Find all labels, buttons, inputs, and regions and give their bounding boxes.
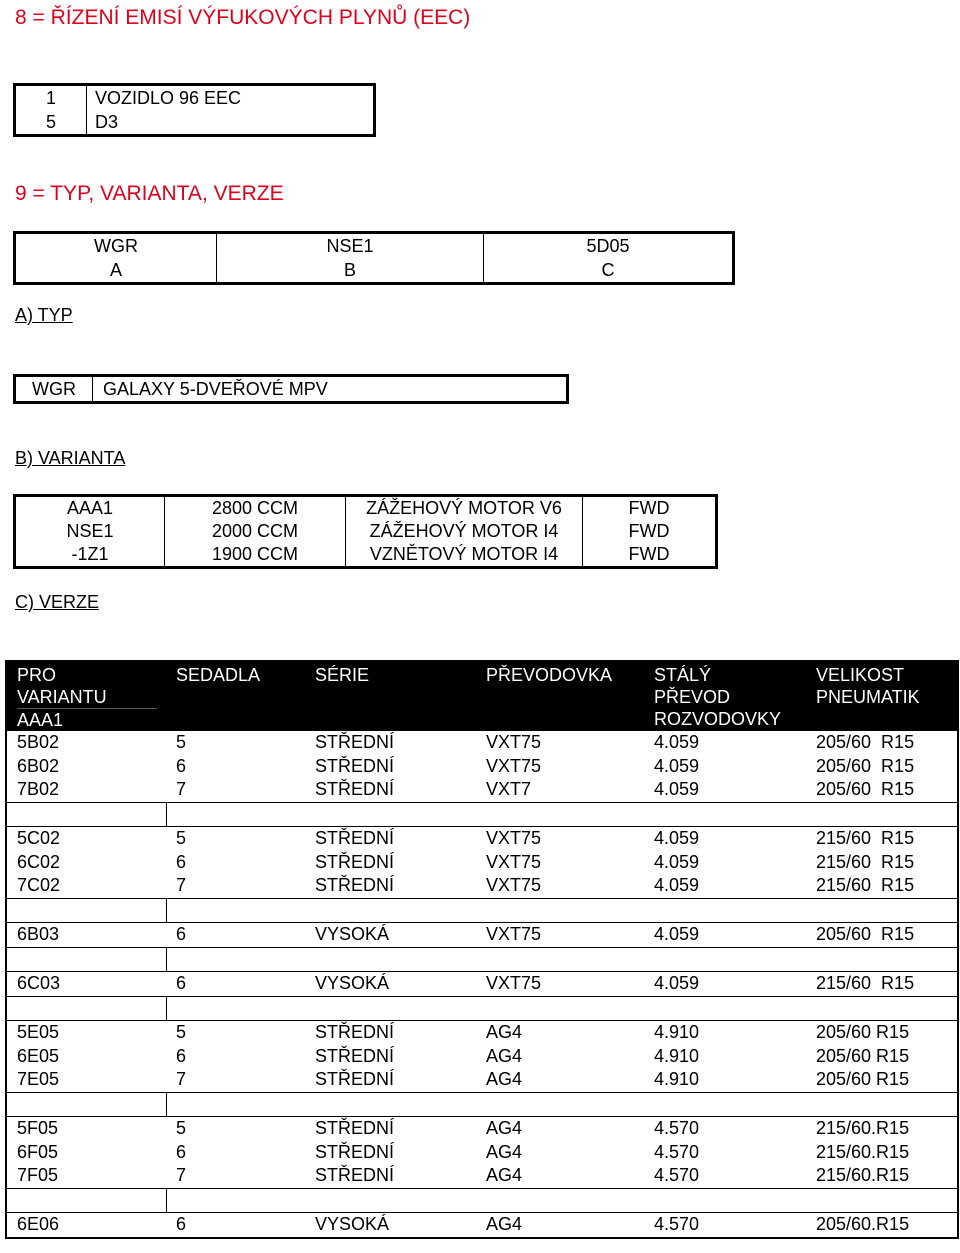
spacer-cell (6, 947, 166, 972)
gearbox-cell: AG4 (486, 1165, 523, 1186)
version-code-cell: 5C02 (17, 828, 61, 849)
table-row (6, 731, 958, 755)
spacer-cell (476, 1188, 644, 1213)
version-code-cell: 7C02 (17, 875, 61, 896)
tyre-size-cell: 205/60 R15 (816, 779, 915, 800)
variant-code-cell: -1Z1 (71, 544, 109, 564)
section-a-heading: A) TYP (15, 305, 73, 325)
tyre-size-cell: 215/60 R15 (816, 851, 915, 872)
spacer-cell (305, 802, 476, 827)
version-code-cell: 5E05 (17, 1022, 60, 1043)
final-drive-cell: 4.059 (654, 779, 700, 800)
series-cell: STŘEDNÍ (315, 1045, 395, 1066)
version-code-cell: 6E06 (17, 1214, 60, 1235)
spacer-cell (166, 947, 305, 972)
variant-code-cell: NSE1 (66, 521, 114, 541)
spacer-cell (6, 802, 166, 827)
table-row (6, 1117, 958, 1141)
spacer-row (6, 1188, 958, 1213)
header-variant-line3: AAA1 (17, 710, 64, 730)
header-variant-line1: PRO (17, 665, 57, 685)
spacer-cell (6, 1188, 166, 1213)
section-c-heading: C) VERZE (15, 592, 100, 612)
table-row (15, 110, 375, 136)
engine-capacity-cell: 2800 CCM (165, 496, 346, 521)
seats-cell: 6 (176, 973, 187, 994)
series-cell: STŘEDNÍ (315, 779, 395, 800)
final-drive-cell: 4.910 (654, 1045, 700, 1066)
series-cell: STŘEDNÍ (315, 1165, 395, 1186)
tyre-size-cell: 205/60 R15 (816, 924, 915, 945)
spacer-cell (6, 1092, 166, 1117)
version-code-cell: 6E05 (17, 1045, 60, 1066)
engine-capacity-cell: 2000 CCM (165, 520, 346, 543)
version-code-cell: 6B02 (17, 755, 60, 776)
table-row (6, 827, 958, 851)
table-row (15, 233, 734, 259)
final-drive-cell: 4.059 (654, 828, 700, 849)
version-code-cell: 5D05 (484, 233, 734, 259)
table-row (15, 496, 717, 521)
seats-cell: 7 (176, 779, 187, 800)
gearbox-cell: VXT75 (486, 851, 542, 872)
type-code-cell: WGR (94, 235, 138, 256)
gearbox-cell: VXT75 (486, 973, 542, 994)
header-final-drive-line3: ROZVODOVKY (654, 709, 782, 729)
vehicle-code-cell: 1 (15, 85, 87, 111)
seats-cell: 6 (176, 1141, 187, 1162)
spacer-cell (6, 898, 166, 923)
version-header-row (6, 661, 958, 731)
spacer-cell (305, 1188, 476, 1213)
engine-type-cell: ZÁŽEHOVÝ MOTOR I4 (346, 520, 583, 543)
tyre-size-cell: 215/60.R15 (816, 1118, 910, 1139)
series-cell: STŘEDNÍ (315, 851, 395, 872)
table-row (15, 543, 717, 568)
seats-cell: 6 (176, 851, 187, 872)
gearbox-cell: VXT75 (486, 732, 542, 753)
series-cell: STŘEDNÍ (315, 1118, 395, 1139)
type-code-cell: WGR (15, 376, 93, 403)
version-code-cell: 7B02 (17, 779, 60, 800)
series-cell: STŘEDNÍ (315, 828, 395, 849)
spacer-cell (644, 1188, 806, 1213)
spacer-cell (305, 947, 476, 972)
table-row (6, 874, 958, 898)
spacer-row (6, 898, 958, 923)
header-variant (6, 661, 166, 731)
series-cell: VYSOKÁ (315, 924, 390, 945)
series-cell: STŘEDNÍ (315, 755, 395, 776)
spacer-cell (305, 898, 476, 923)
variant-code-cell: AAA1 (66, 498, 114, 518)
gearbox-cell: AG4 (486, 1118, 523, 1139)
tyre-size-cell: 215/60 R15 (816, 828, 915, 849)
table-row (6, 1164, 958, 1188)
header-seats: SEDADLA (166, 661, 305, 731)
section-b-heading: B) VARIANTA (15, 448, 126, 468)
tyre-size-cell: 215/60.R15 (816, 1165, 910, 1186)
final-drive-cell: 4.059 (654, 924, 700, 945)
variant-code-cell: NSE1 (217, 233, 484, 259)
table-row (6, 851, 958, 875)
table-row (6, 755, 958, 779)
gearbox-cell: VXT7 (486, 779, 532, 800)
final-drive-cell: 4.570 (654, 1118, 700, 1139)
engine-type-cell: ZÁŽEHOVÝ MOTOR V6 (346, 496, 583, 521)
spacer-cell (166, 898, 305, 923)
variant-letter-cell: B (217, 258, 484, 284)
table-row (15, 376, 568, 403)
table-row (6, 1045, 958, 1069)
version-code-cell: 6C03 (17, 973, 61, 994)
spacer-cell (305, 996, 476, 1021)
spacer-cell (644, 898, 806, 923)
tyre-size-cell: 215/60.R15 (816, 1141, 910, 1162)
header-series: SÉRIE (305, 661, 476, 731)
seats-cell: 7 (176, 1069, 187, 1090)
spacer-cell (806, 898, 958, 923)
version-code-cell: 7E05 (17, 1069, 60, 1090)
spacer-cell (644, 1092, 806, 1117)
section-9-heading: 9 = TYP, VARIANTA, VERZE (15, 182, 284, 205)
spacer-row (6, 996, 958, 1021)
spacer-cell (806, 996, 958, 1021)
final-drive-cell: 4.059 (654, 732, 700, 753)
spacer-cell (806, 1188, 958, 1213)
version-code-cell: 6C02 (17, 851, 61, 872)
final-drive-cell: 4.059 (654, 851, 700, 872)
version-code-cell: 7F05 (17, 1165, 59, 1186)
header-gearbox: PŘEVODOVKA (476, 661, 644, 731)
gearbox-cell: VXT75 (486, 875, 542, 896)
seats-cell: 7 (176, 1165, 187, 1186)
seats-cell: 7 (176, 875, 187, 896)
spacer-cell (305, 1092, 476, 1117)
series-cell: STŘEDNÍ (315, 1069, 395, 1090)
engine-type-cell: VZNĚTOVÝ MOTOR I4 (346, 543, 583, 568)
series-cell: STŘEDNÍ (315, 1141, 395, 1162)
gearbox-cell: AG4 (486, 1069, 523, 1090)
vehicle-table (13, 83, 376, 137)
final-drive-cell: 4.570 (654, 1214, 700, 1235)
series-cell: STŘEDNÍ (315, 1022, 395, 1043)
spacer-row (6, 1092, 958, 1117)
version-code-cell: 5B02 (17, 732, 60, 753)
version-code-cell: 5F05 (17, 1118, 59, 1139)
type-letter-cell: A (109, 259, 122, 280)
drive-cell: FWD (583, 496, 717, 521)
version-code-cell: 6B03 (17, 924, 60, 945)
seats-cell: 6 (176, 1045, 187, 1066)
spacer-cell (806, 1092, 958, 1117)
gearbox-cell: AG4 (486, 1022, 523, 1043)
drive-cell: FWD (583, 543, 717, 568)
gearbox-cell: AG4 (486, 1045, 523, 1066)
spacer-cell (644, 996, 806, 1021)
table-row (6, 972, 958, 997)
version-letter-cell: C (484, 258, 734, 284)
seats-cell: 6 (176, 924, 187, 945)
table-row (15, 520, 717, 543)
spacer-cell (476, 802, 644, 827)
gearbox-cell: VXT75 (486, 828, 542, 849)
spacer-cell (476, 1092, 644, 1117)
type-variant-version-table (13, 231, 735, 285)
table-row (6, 923, 958, 948)
spacer-cell (806, 802, 958, 827)
gearbox-cell: AG4 (486, 1141, 523, 1162)
spacer-cell (476, 898, 644, 923)
seats-cell: 5 (176, 732, 187, 753)
table-row (15, 258, 734, 284)
table-row (15, 85, 375, 111)
header-final-drive-line1: STÁLÝ (654, 665, 712, 685)
vehicle-code-cell: 5 (15, 110, 87, 136)
version-code-cell: 6F05 (17, 1141, 59, 1162)
engine-capacity-cell: 1900 CCM (165, 543, 346, 568)
spacer-row (6, 802, 958, 827)
spacer-cell (166, 1092, 305, 1117)
header-tyre-size (806, 661, 958, 731)
seats-cell: 6 (176, 1214, 187, 1235)
series-cell: VYSOKÁ (315, 973, 390, 994)
vehicle-value-cell: VOZIDLO 96 EEC (95, 87, 242, 108)
final-drive-cell: 4.910 (654, 1022, 700, 1043)
table-row (6, 1141, 958, 1165)
tyre-size-cell: 205/60 R15 (816, 732, 915, 753)
tyre-size-cell: 215/60 R15 (816, 973, 915, 994)
spacer-cell (476, 996, 644, 1021)
spacer-cell (806, 947, 958, 972)
spacer-row (6, 947, 958, 972)
type-description-cell: GALAXY 5-DVEŘOVÉ MPV (103, 378, 328, 399)
series-cell: STŘEDNÍ (315, 732, 395, 753)
tyre-size-cell: 205/60 R15 (816, 1045, 910, 1066)
drive-cell: FWD (583, 520, 717, 543)
spacer-cell (644, 802, 806, 827)
tyre-size-cell: 205/60 R15 (816, 1069, 910, 1090)
table-row (6, 778, 958, 802)
spacer-cell (166, 996, 305, 1021)
seats-cell: 5 (176, 1118, 187, 1139)
table-row (6, 1213, 958, 1238)
table-row (6, 1021, 958, 1045)
final-drive-cell: 4.059 (654, 875, 700, 896)
seats-cell: 5 (176, 1022, 187, 1043)
tyre-size-cell: 205/60.R15 (816, 1214, 910, 1235)
tyre-size-cell: 205/60 R15 (816, 755, 915, 776)
final-drive-cell: 4.910 (654, 1069, 700, 1090)
tyre-size-cell: 215/60 R15 (816, 875, 915, 896)
spacer-cell (6, 996, 166, 1021)
header-tyre-line2: PNEUMATIK (816, 687, 920, 707)
spacer-cell (644, 947, 806, 972)
gearbox-cell: VXT75 (486, 924, 542, 945)
header-variant-line2: VARIANTU (17, 686, 157, 709)
header-final-drive-line2: PŘEVOD (654, 687, 731, 707)
header-final-drive (644, 661, 806, 731)
final-drive-cell: 4.059 (654, 973, 700, 994)
variant-table (13, 494, 718, 569)
gearbox-cell: AG4 (486, 1214, 523, 1235)
spacer-cell (166, 1188, 305, 1213)
vehicle-value-cell: D3 (95, 111, 119, 132)
series-cell: VYSOKÁ (315, 1214, 390, 1235)
final-drive-cell: 4.570 (654, 1141, 700, 1162)
final-drive-cell: 4.570 (654, 1165, 700, 1186)
header-tyre-line1: VELIKOST (816, 665, 905, 685)
series-cell: STŘEDNÍ (315, 875, 395, 896)
spacer-cell (476, 947, 644, 972)
seats-cell: 5 (176, 828, 187, 849)
gearbox-cell: VXT75 (486, 755, 542, 776)
type-table (13, 374, 569, 404)
spacer-cell (166, 802, 305, 827)
version-table (5, 660, 959, 1239)
tyre-size-cell: 205/60 R15 (816, 1022, 910, 1043)
table-row (6, 1068, 958, 1092)
section-8-heading: 8 = ŘÍZENÍ EMISÍ VÝFUKOVÝCH PLYNŮ (EEC) (15, 6, 471, 29)
seats-cell: 6 (176, 755, 187, 776)
final-drive-cell: 4.059 (654, 755, 700, 776)
